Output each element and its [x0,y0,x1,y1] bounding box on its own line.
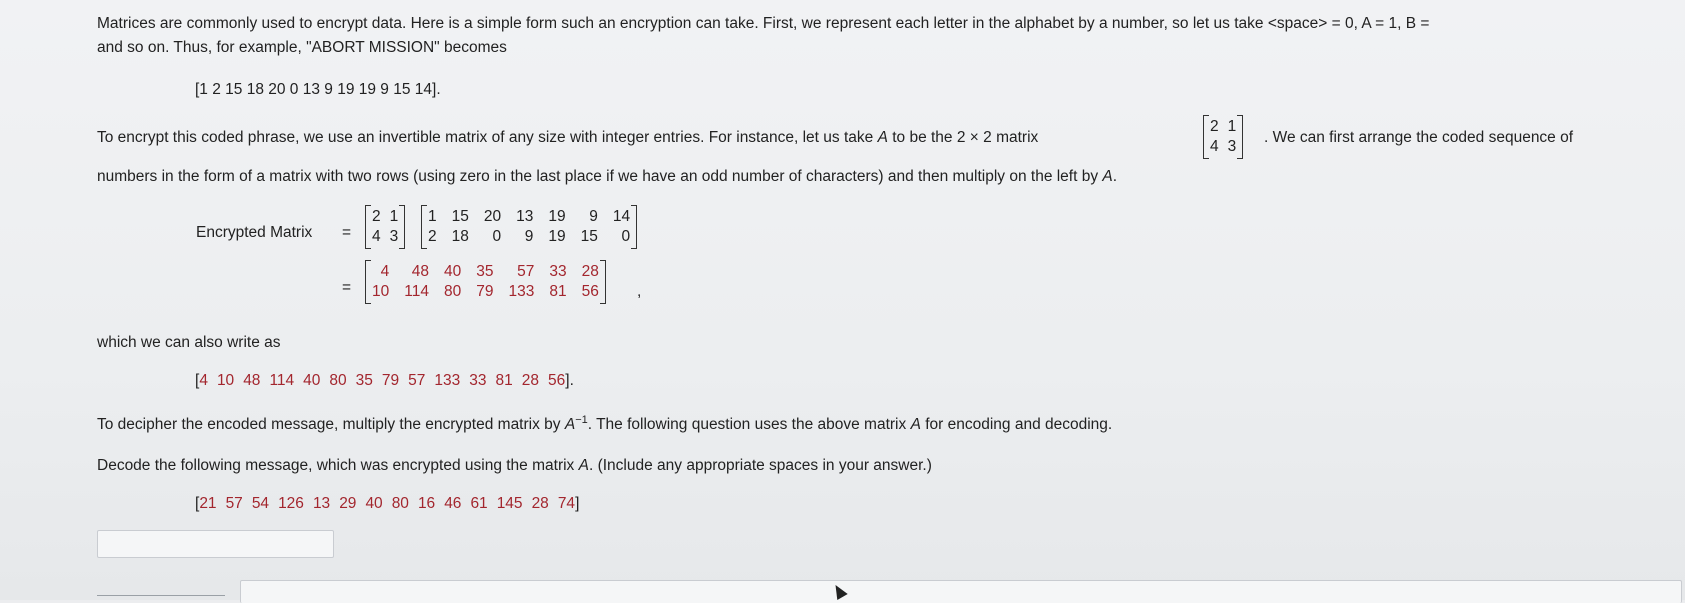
encrypt-line-1-end: . We can first arrange the coded sequence of [1264,129,1574,146]
question-sequence-value-5: 29 [339,495,357,512]
question-sequence-value-11: 145 [496,495,523,512]
coded-matrix-cell-1-2: 0 [492,228,502,245]
result-matrix-cell-1-1: 114 [404,283,429,300]
coded-matrix-cell-1-6: 0 [621,228,631,245]
result-matrix-cell-0-5: 33 [549,263,567,280]
encrypted-sequence-value-8: 57 [408,372,426,389]
question-sequence-value-10: 61 [470,495,488,512]
coded-matrix-cell-1-3: 9 [524,228,534,245]
encrypted-sequence-value-9: 133 [434,372,461,389]
coded-matrix-cell-0-2: 20 [483,208,502,225]
equals-sign-1: = [342,224,352,241]
result-matrix-cell-0-4: 57 [517,263,535,280]
equation-matrix-a [365,207,405,247]
matrix-a-cell-0-0: 2 [1210,118,1219,135]
result-matrix-cell-0-3: 35 [476,263,494,280]
question-text: Decode the following message, which was encrypted using the matrix A. (Include any appropriate spaces in your answer.) [97,457,932,474]
matrix-a-cell-1-0: 4 [1210,138,1219,155]
coded-matrix [421,207,637,247]
equation-matrix-a-cell-1-0: 4 [372,228,381,245]
decipher-text: To decipher the encoded message, multiply the encrypted matrix by $A^{-1}$. The following question uses the above matrix A for encoding and decoding. [97,414,1113,434]
encrypted-sequence-value-11: 81 [495,372,513,389]
encrypted-sequence-value-4: 40 [303,372,321,389]
coded-matrix-cell-1-1: 18 [451,228,469,245]
question-sequence-value-1: 57 [225,495,243,512]
encrypted-sequence-value-7: 79 [381,372,400,389]
encrypted-sequence-value-10: 33 [469,372,487,389]
result-matrix-cell-0-0: 4 [380,263,390,280]
question-sequence: [21 57 54 126 13 29 40 80 16 46 61 145 28 74] [195,495,580,512]
coded-matrix-cell-1-4: 19 [548,228,566,245]
answer-input[interactable] [97,530,334,558]
encrypted-sequence-value-6: 35 [355,372,373,389]
coded-matrix-cell-0-5: 9 [589,208,598,225]
intro-line-2: and so on. Thus, for example, "ABORT MISSION" becomes [97,39,507,56]
encrypted-sequence-value-2: 48 [243,372,261,389]
intro-line-1: Matrices are commonly used to encrypt data. Here is a simple form such an encryption can take. First, we represent each letter in the alphabet by a number, so let us take <space> = 0, A = 1, B = [97,15,1430,32]
coded-matrix-cell-0-4: 19 [548,208,566,225]
matrix-a-cell-0-1: 1 [1227,118,1237,135]
result-matrix-cell-1-6: 56 [581,283,599,300]
question-sequence-value-12: 28 [531,495,549,512]
encrypted-sequence-value-5: 80 [329,372,347,389]
result-matrix-cell-0-2: 40 [443,263,462,280]
result-matrix-cell-1-3: 79 [476,283,494,300]
coded-matrix-cell-0-1: 15 [451,208,469,225]
encrypted-sequence-value-3: 114 [269,372,295,389]
equation-matrix-a-cell-1-1: 3 [389,228,399,245]
encrypted-matrix-label: Encrypted Matrix [196,224,313,241]
question-sequence-value-2: 54 [251,495,270,512]
matrix-a [1203,117,1243,157]
question-sequence-value-3: 126 [278,495,304,512]
question-sequence-value-7: 80 [391,495,409,512]
encrypted-sequence-value-13: 56 [548,372,566,389]
coded-sequence: [1 2 15 18 20 0 13 9 19 19 9 15 14]. [195,81,441,98]
question-sequence-value-9: 46 [444,495,462,512]
result-matrix-cell-1-4: 133 [508,283,535,300]
result-matrix [365,262,606,302]
result-matrix-cell-1-5: 81 [549,283,567,300]
question-sequence-value-8: 16 [417,495,436,512]
question-sequence-value-6: 40 [365,495,383,512]
equals-sign-2: = [342,279,352,296]
coded-matrix-cell-0-6: 14 [612,208,631,225]
coded-matrix-cell-1-5: 15 [580,228,598,245]
question-sequence-value-0: 21 [199,495,217,512]
coded-matrix-cell-0-3: 13 [516,208,534,225]
also-write-text: which we can also write as [97,334,281,351]
encrypt-line-1: To encrypt this coded phrase, we use an invertible matrix of any size with integer entries. For instance, let us take A to be the 2 × 2 matrix [97,129,1039,146]
equation-matrix-a-cell-0-1: 1 [389,208,399,225]
matrix-a-cell-1-1: 3 [1227,138,1237,155]
encrypted-sequence: [4 10 48 114 40 80 35 79 57 133 33 81 28 56]. [195,372,574,389]
result-matrix-cell-1-0: 10 [372,283,390,300]
result-matrix-cell-0-1: 48 [411,263,429,280]
question-sequence-value-4: 13 [312,495,331,512]
encrypted-sequence-value-1: 10 [216,372,235,389]
trailing-comma: , [637,283,642,300]
question-sequence-value-13: 74 [557,495,576,512]
encrypted-sequence-value-0: 4 [199,372,208,389]
encrypted-sequence-value-12: 28 [521,372,540,389]
answer-line [97,595,225,596]
coded-matrix-cell-0-0: 1 [428,208,437,225]
encrypt-line-2: numbers in the form of a matrix with two rows (using zero in the last place if we have an odd number of characters) and then multiply on the left by A. [97,168,1118,185]
coded-matrix-cell-1-0: 2 [428,228,437,245]
equation-matrix-a-cell-0-0: 2 [372,208,381,225]
result-matrix-cell-0-6: 28 [581,263,599,280]
result-matrix-cell-1-2: 80 [443,283,462,300]
